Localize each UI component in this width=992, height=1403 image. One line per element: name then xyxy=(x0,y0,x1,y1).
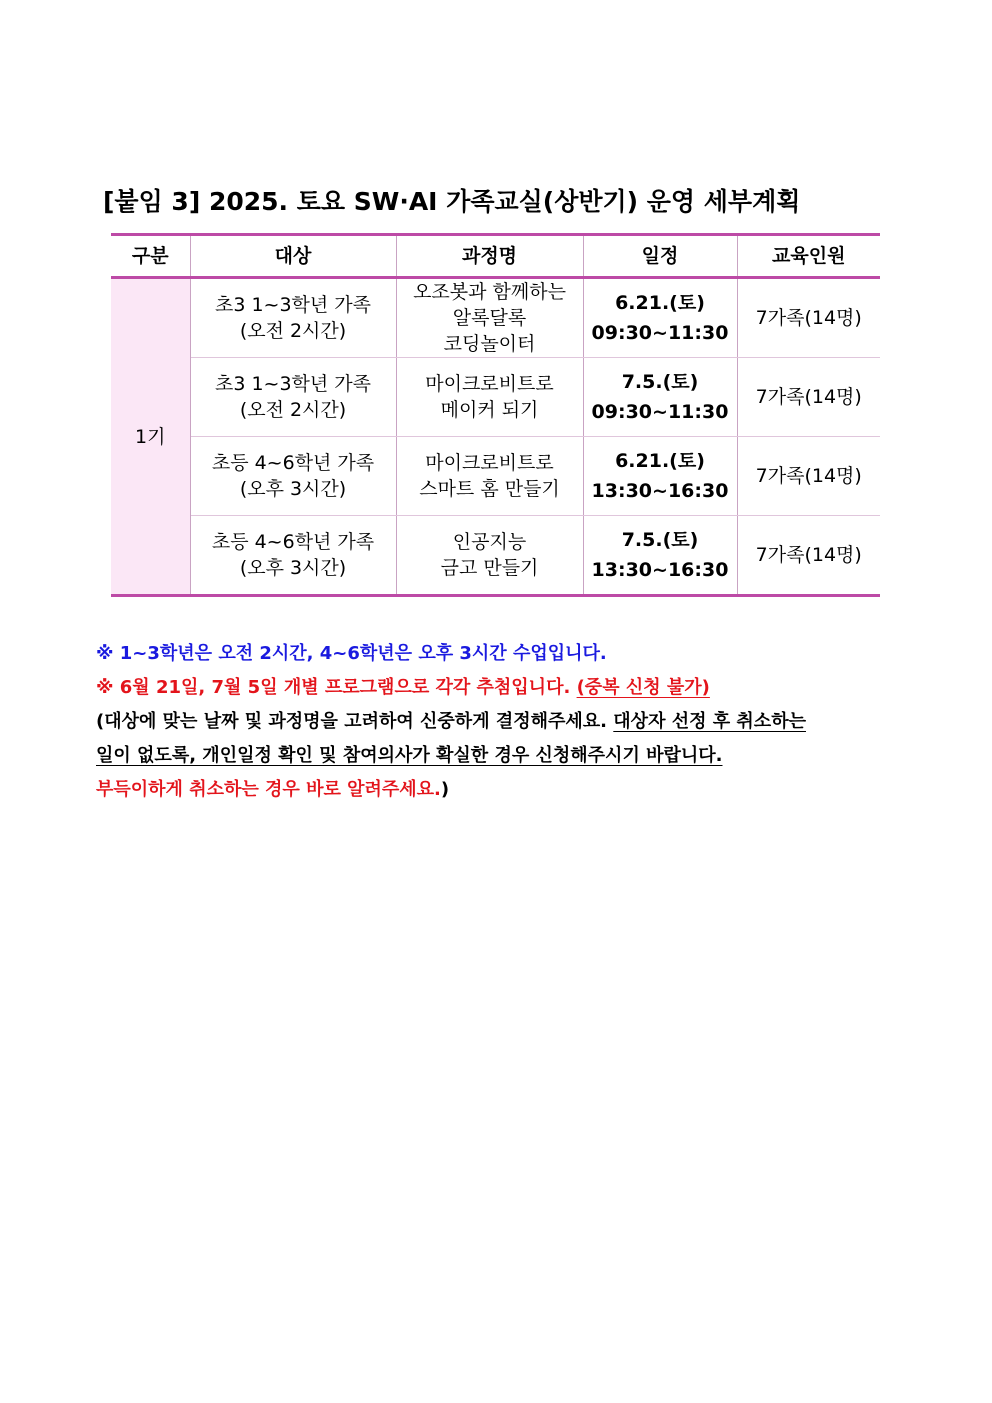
note-close-paren: ) xyxy=(440,779,450,800)
note-consider-text: (대상에 맞는 날짜 및 과정명을 고려하여 신중하게 결정해주세요. xyxy=(96,711,614,732)
course-cell xyxy=(396,278,583,358)
course-line: 메이커 되기 xyxy=(440,399,539,421)
course-line: 알록달록 xyxy=(452,307,527,329)
document-title: [붙임 3] 2025. 토요 SW·AI 가족교실(상반기) 운영 세부계획 xyxy=(103,187,801,216)
course-line: 스마트 홈 만들기 xyxy=(419,478,560,500)
schedule-date: 6.21.(토) xyxy=(615,292,705,314)
note-no-duplicate: (중복 신청 불가) xyxy=(576,677,710,698)
participants-cell: 7가족(14명) xyxy=(737,516,880,596)
table-row xyxy=(111,358,880,437)
target-line: 초3 1~3학년 가족 xyxy=(214,373,372,395)
target-line: 초등 4~6학년 가족 xyxy=(211,531,375,553)
schedule-table xyxy=(111,233,880,597)
schedule-time: 13:30~16:30 xyxy=(591,559,729,581)
schedule-cell xyxy=(583,516,737,596)
note-consider xyxy=(96,708,916,742)
note-cancel-warning-start: 대상자 선정 후 취소하는 xyxy=(613,711,806,732)
schedule-cell xyxy=(583,437,737,516)
course-cell xyxy=(396,437,583,516)
target-line: 초3 1~3학년 가족 xyxy=(214,294,372,316)
participants-cell: 7가족(14명) xyxy=(737,278,880,358)
course-line: 코딩놀이터 xyxy=(443,333,536,355)
header-schedule: 일정 xyxy=(583,235,737,278)
schedule-cell xyxy=(583,358,737,437)
group-label-cell: 1기 xyxy=(111,278,190,596)
target-line: (오전 2시간) xyxy=(239,399,347,421)
header-participants: 교육인원 xyxy=(737,235,880,278)
course-line: 마이크로비트로 xyxy=(425,452,554,474)
target-line: (오전 2시간) xyxy=(239,320,347,342)
participants-cell: 7가족(14명) xyxy=(737,358,880,437)
target-cell xyxy=(190,278,396,358)
note-cancel-notify-text: 부득이하게 취소하는 경우 바로 알려주세요. xyxy=(96,779,441,800)
schedule-date: 7.5.(토) xyxy=(621,371,699,393)
note-cancel-notify xyxy=(96,776,916,810)
note-cancel-warning-end: 일이 없도록, 개인일정 확인 및 참여의사가 확실한 경우 신청해주시기 바랍니다. xyxy=(96,745,723,766)
note-lottery-text: ※ 6월 21일, 7월 5일 개별 프로그램으로 각각 추첨입니다. xyxy=(96,677,577,698)
table-header-row xyxy=(111,235,880,278)
target-line: 초등 4~6학년 가족 xyxy=(211,452,375,474)
notes-section xyxy=(96,640,916,810)
course-line: 오조봇과 함께하는 xyxy=(413,281,566,303)
schedule-cell xyxy=(583,278,737,358)
header-target: 대상 xyxy=(190,235,396,278)
header-group: 구분 xyxy=(111,235,190,278)
note-cancel-warning xyxy=(96,742,916,776)
schedule-time: 09:30~11:30 xyxy=(591,322,729,344)
course-line: 인공지능 xyxy=(452,531,527,553)
header-course: 과정명 xyxy=(396,235,583,278)
target-line: (오후 3시간) xyxy=(239,478,347,500)
course-line: 마이크로비트로 xyxy=(425,373,554,395)
target-line: (오후 3시간) xyxy=(239,557,347,579)
course-cell xyxy=(396,358,583,437)
schedule-time: 09:30~11:30 xyxy=(591,401,729,423)
schedule-date: 6.21.(토) xyxy=(615,450,705,472)
target-cell xyxy=(190,516,396,596)
table-row xyxy=(111,516,880,596)
note-lottery xyxy=(96,674,916,708)
course-cell xyxy=(396,516,583,596)
target-cell xyxy=(190,437,396,516)
table-row xyxy=(111,278,880,358)
participants-cell: 7가족(14명) xyxy=(737,437,880,516)
table-row xyxy=(111,437,880,516)
schedule-date: 7.5.(토) xyxy=(621,529,699,551)
target-cell xyxy=(190,358,396,437)
course-line: 금고 만들기 xyxy=(440,557,539,579)
note-class-hours: ※ 1~3학년은 오전 2시간, 4~6학년은 오후 3시간 수업입니다. xyxy=(96,643,607,664)
schedule-time: 13:30~16:30 xyxy=(591,480,729,502)
